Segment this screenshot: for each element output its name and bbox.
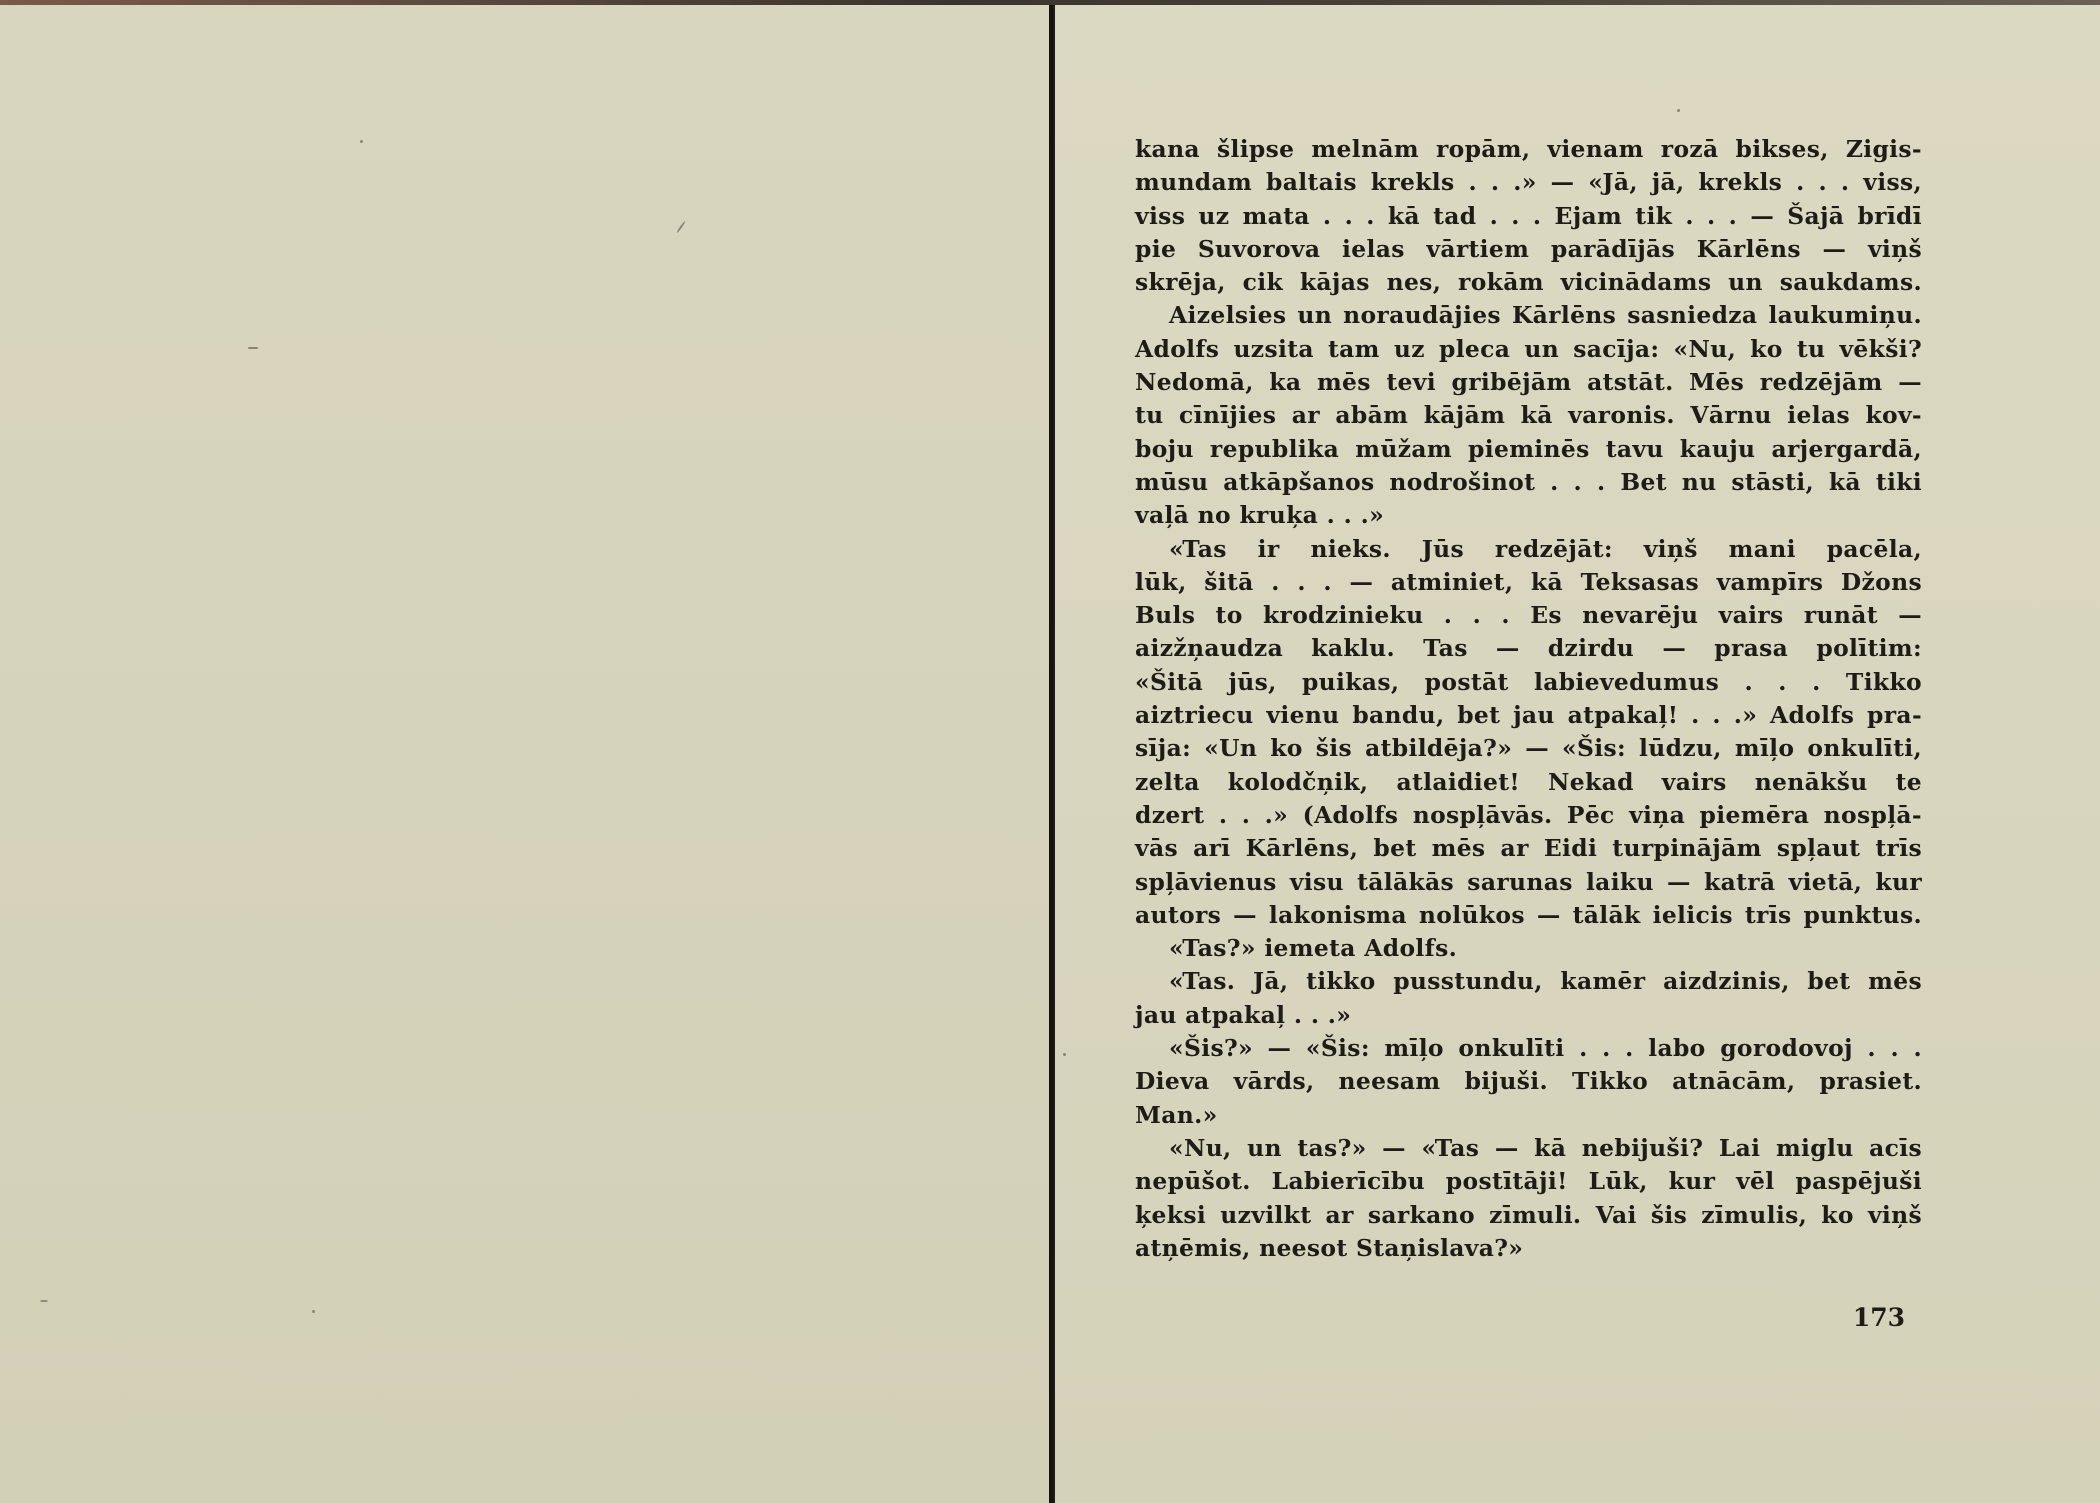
text-line: Aizelsies un noraudājies Kārlēns sasniedza laukumiņu.	[1169, 301, 1922, 330]
text-line: Man.»	[1135, 1100, 1218, 1129]
page-number: 173	[1852, 1303, 1905, 1332]
text-line: kana šlipse melnām ropām, vienam rozā bikses, Zigis-	[1135, 135, 1922, 163]
paper-speck	[248, 347, 258, 349]
text-line: «Šitā jūs, puikas, postāt labievedumus . . . Tikko	[1135, 667, 1922, 696]
text-line: Adolfs uzsita tam uz pleca un sacīja: «Nu, ko tu vēkši?	[1135, 334, 1922, 363]
text-line: Dieva vārds, neesam bijuši. Tikko atnācām, prasiet.	[1135, 1067, 1922, 1096]
text-line: aiztriecu vienu bandu, bet jau atpakaļ! . . .» Adolfs pra-	[1135, 701, 1922, 730]
paper-speck	[40, 1300, 48, 1302]
paper-speck	[312, 1310, 315, 1313]
text-line: «Tas ir nieks. Jūs redzējāt: viņš mani pacēla,	[1169, 534, 1922, 563]
paper-speck	[1677, 109, 1680, 112]
right-page	[1053, 5, 2100, 1503]
text-line: tu cīnījies ar abām kājām kā varonis. Vārnu ielas kov-	[1135, 401, 1922, 430]
paper-speck	[360, 140, 363, 143]
text-line: zelta kolodčņik, atlaidiet! Nekad vairs nenākšu te	[1135, 767, 1922, 796]
text-line: «Tas?» iemeta Adolfs.	[1169, 934, 1458, 963]
text-line: ķeksi uzvilkt ar sarkano zīmuli. Vai šis zīmulis, ko viņš	[1135, 1200, 1922, 1229]
text-line: boju republika mūžam pieminēs tavu kauju arjergardā,	[1135, 434, 1922, 463]
text-line: skrēja, cik kājas nes, rokām vicinādams un saukdams.	[1135, 268, 1922, 297]
text-line: sīja: «Un ko šis atbildēja?» — «Šis: lūdzu, mīļo onkulīti,	[1135, 734, 1922, 763]
paper-speck	[676, 221, 686, 234]
left-page-blank	[0, 5, 1049, 1503]
text-line: Buls to krodzinieku . . . Es nevarēju vairs runāt —	[1135, 601, 1922, 630]
text-line: viss uz mata . . . kā tad . . . Ejam tik . . . — Šajā brīdī	[1135, 201, 1922, 230]
text-line: lūk, šitā . . . — atminiet, kā Teksasas vampīrs Džons	[1135, 567, 1922, 596]
text-line: spļāvienus visu tālākās sarunas laiku — katrā vietā, kur	[1135, 867, 1922, 896]
text-line: Nedomā, ka mēs tevi gribējām atstāt. Mēs redzējām —	[1135, 368, 1922, 397]
text-line: atņēmis, neesot Staņislava?»	[1135, 1233, 1524, 1262]
text-line: nepūšot. Labierīcību postītāji! Lūk, kur vēl paspējuši	[1135, 1167, 1922, 1196]
text-line: vās arī Kārlēns, bet mēs ar Eidi turpinājām spļaut trīs	[1135, 834, 1922, 863]
paper-speck	[1063, 1053, 1066, 1056]
text-line: vaļā no kruķa . . .»	[1135, 501, 1385, 530]
text-line: «Tas. Jā, tikko pusstundu, kamēr aizdzinis, bet mēs	[1169, 967, 1922, 996]
text-line: «Nu, un tas?» — «Tas — kā nebijuši? Lai miglu acīs	[1169, 1133, 1922, 1162]
text-line: mundam baltais krekls . . .» — «Jā, jā, krekls . . . viss,	[1135, 168, 1922, 197]
text-line: jau atpakaļ . . .»	[1135, 1000, 1352, 1029]
text-line: mūsu atkāpšanos nodrošinot . . . Bet nu stāsti, kā tiki	[1135, 467, 1922, 496]
text-line: dzert . . .» (Adolfs nospļāvās. Pēc viņa piemēra nospļā-	[1135, 800, 1922, 829]
text-line: aizžņaudza kaklu. Tas — dzirdu — prasa polītim:	[1135, 634, 1922, 663]
text-line: «Šis?» — «Šis: mīļo onkulīti . . . labo gorodovoj . . .	[1169, 1034, 1922, 1063]
text-line: autors — lakonisma nolūkos — tālāk ielicis trīs punktus.	[1135, 900, 1922, 929]
text-line: pie Suvorova ielas vārtiem parādījās Kārlēns — viņš	[1135, 234, 1922, 263]
body-text	[1135, 133, 1922, 1265]
